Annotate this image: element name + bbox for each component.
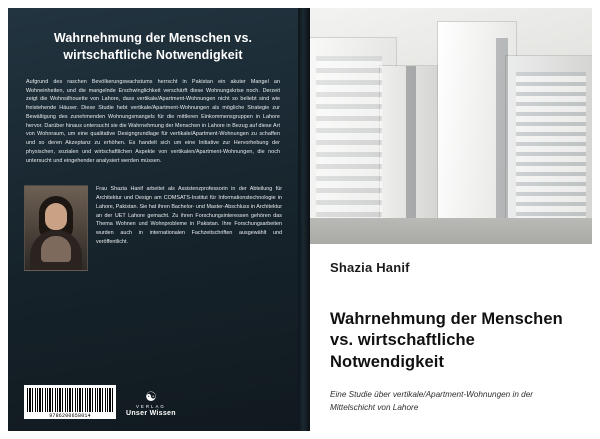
barcode-number: 9786200658014 — [49, 413, 91, 419]
back-cover — [8, 8, 298, 431]
author-bio-block — [24, 185, 282, 271]
front-cover-text — [310, 244, 592, 431]
publisher-logo-back — [126, 391, 176, 419]
barcode-and-logo — [24, 385, 176, 419]
front-cover-author: Shazia Hanif — [330, 260, 410, 275]
flame-logo-icon: ☯ — [145, 389, 157, 404]
cover-illustration — [310, 8, 592, 244]
publisher-name-back: Unser Wissen — [126, 410, 176, 417]
author-photo — [24, 185, 88, 271]
back-cover-title: Wahrnehmung der Menschen vs. wirtschaftliche Notwendigkeit — [53, 31, 253, 62]
back-cover-blurb: Aufgrund des raschen Bevölkerungswachstums herrscht in Pakistan ein akuter Mangel an Wohneinheiten, und die mangelnde Erschwinglichkeit verschärft diese Wohnungskrise noch. Derzeit zeigt die Wohnsilhouette von Lahore, dass vertikale/Apartment-Wohnungen nicht so beliebt sind wie freistehende Häuser. Diese Studie hebt vertikale/Apartment-Wohnungen als mögliche Strategie zur Bewältigung des zunehmenden Wohnungsmangels für die mittleren Einkommensgruppen in Lahore hervor. Darüber hinaus untersucht sie die Wahrnehmung der Menschen in Lahore in Bezug auf diese Art von Wohnraum, um eine qualitative Designgrundlage für vertikale/Apartment-Wohnungen zu schaffen und so deren Akzeptanz zu erhöhen. Es handelt sich um eine Initiative zur Hervorhebung der physischen, sozialen und wirtschaftlichen Aspekte von vertikalen/Apartment-Wohnungen, die noch untersucht und eingehender analysiert werden müssen. — [26, 78, 280, 164]
author-bio-text: Frau Shazia Hanif arbeitet als Assistenzprofessorin in der Abteilung für Architektur und Design am COMSATS-Institut für Informationstechnologie in Lahore, Pakistan. Sie hat ihren Bachelor- und Master-Abschluss in Architektur an der UET Lahore gemacht. Zu ihren Forschungsinteressen gehören das Thema Wohnen und Wohnprobleme in Pakistan. Ihre Forschungsarbeiten wurden auch in internationalen Fachzeitschriften ausgewählt und veröffentlicht. — [96, 186, 282, 245]
isbn-barcode — [24, 385, 116, 419]
front-cover-title: Wahrnehmung der Menschen vs. wirtschaftliche Notwendigkeit — [330, 310, 563, 371]
publisher-label-back: VERLAG — [136, 404, 166, 409]
book-spine — [298, 8, 310, 431]
barcode-bars — [27, 388, 113, 412]
front-cover — [310, 8, 592, 431]
front-cover-subtitle: Eine Studie über vertikale/Apartment-Wohnungen in der Mittelschicht von Lahore — [330, 390, 533, 413]
